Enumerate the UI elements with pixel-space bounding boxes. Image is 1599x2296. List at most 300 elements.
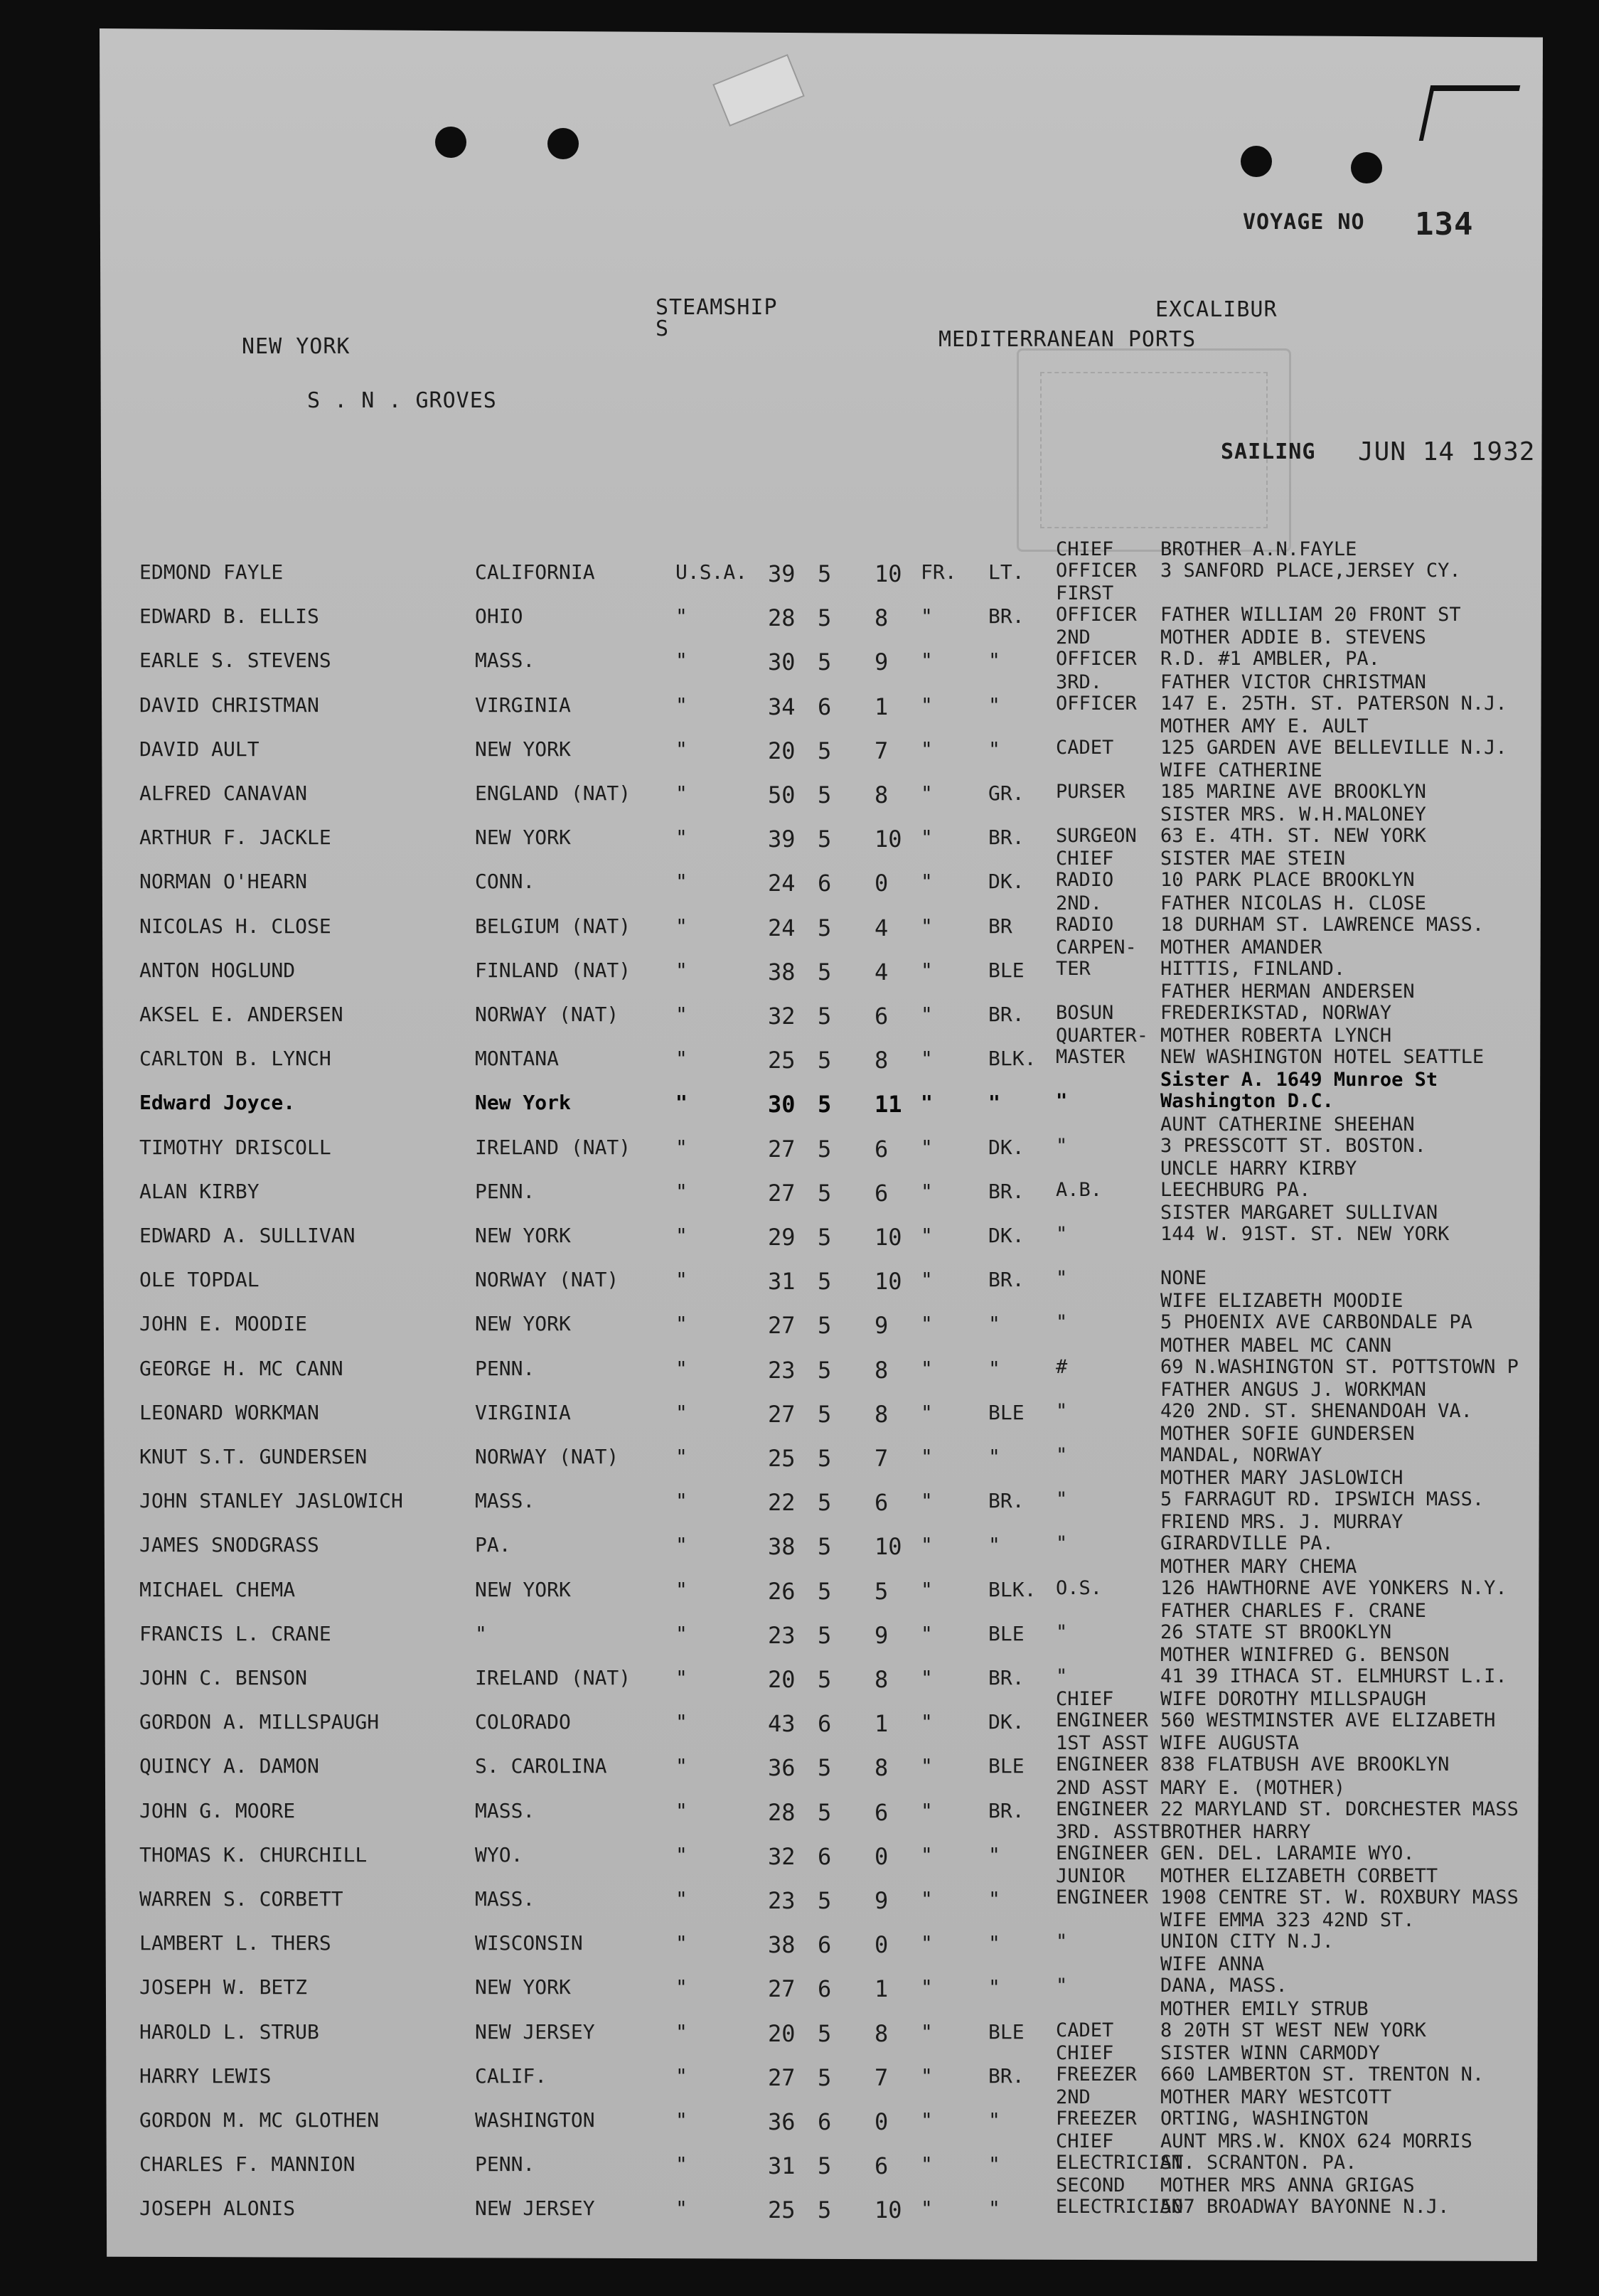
crew-relative [1160, 1069, 1438, 1112]
crew-rank [1056, 539, 1137, 582]
crew-race: " [921, 1887, 933, 1911]
crew-rank [1056, 1931, 1067, 1953]
crew-height-ft: 5 [818, 1003, 832, 1030]
crew-relative [1160, 1822, 1415, 1864]
crew-height-in: 0 [875, 870, 889, 897]
crew-rank-line: MASTER [1056, 1046, 1125, 1069]
crew-relative-line: UNION CITY N.J. [1160, 1931, 1334, 1953]
crew-rank [1056, 1489, 1067, 1510]
crew-department: " [988, 1091, 1000, 1115]
crew-rank-line: PURSER [1056, 781, 1125, 803]
crew-rank [1056, 1822, 1160, 1864]
crew-height-ft: 6 [818, 693, 832, 720]
crew-nationality: " [675, 1312, 688, 1336]
crew-relative-line: MOTHER MARY JASLOWICH [1160, 1467, 1403, 1490]
crew-nationality: " [675, 2152, 688, 2177]
crew-nationality: " [675, 1842, 688, 1867]
crew-height-ft: 6 [818, 2108, 832, 2135]
crew-relative [1160, 1999, 1426, 2041]
crew-race: " [921, 1445, 933, 1468]
crew-race: " [921, 781, 933, 805]
crew-race: " [921, 2019, 933, 2044]
crew-age: 20 [768, 2019, 796, 2047]
crew-relative-line: MOTHER EMILY STRUB [1160, 1997, 1369, 2020]
crew-rank-line: ELECTRICIAN [1056, 2196, 1183, 2218]
crew-age: 31 [768, 2152, 796, 2180]
crew-race: " [921, 1975, 933, 1999]
crew-age: 29 [768, 1224, 796, 1251]
crew-relative-line: 63 E. 4TH. ST. NEW YORK [1160, 825, 1426, 848]
tape-strip [712, 54, 805, 127]
punch-hole [435, 127, 466, 158]
crew-age: 38 [768, 958, 796, 986]
crew-relative-line: ORTING, WASHINGTON [1160, 2108, 1369, 2130]
crew-height-ft: 5 [818, 1533, 832, 1561]
crew-height-in: 8 [875, 1047, 889, 1074]
crew-rank [1056, 627, 1137, 670]
crew-nationality: " [675, 1135, 688, 1159]
crew-origin: MASS. [475, 1887, 535, 1911]
crew-rank-line: CARPEN- [1056, 936, 1137, 959]
crew-row [0, 1113, 1599, 1167]
crew-relative-line: 22 MARYLAND ST. DORCHESTER MASS [1160, 1798, 1519, 1820]
crew-relative [1160, 937, 1345, 980]
crew-height-in: 9 [875, 1312, 889, 1340]
crew-rank [1056, 672, 1137, 715]
crew-height-in: 4 [875, 914, 889, 941]
crew-height-in: 6 [875, 1003, 889, 1030]
crew-department: BR. [988, 1798, 1025, 1822]
crew-height-in: 10 [875, 1533, 902, 1561]
crew-rank [1056, 1224, 1067, 1245]
crew-relative-line: BROTHER A.N.FAYLE [1160, 538, 1357, 560]
ship-name: EXCALIBUR [1155, 297, 1278, 322]
crew-height-in: 11 [875, 1091, 902, 1118]
crew-relative [1160, 1202, 1449, 1245]
crew-name: Edward Joyce. [139, 1091, 296, 1115]
crew-relative-line: FATHER HERMAN ANDERSEN [1160, 981, 1415, 1003]
crew-origin: NORWAY (NAT) [475, 1268, 619, 1292]
crew-height-ft: 5 [818, 648, 832, 676]
crew-name: MICHAEL CHEMA [139, 1577, 296, 1601]
crew-relative-line: 1908 CENTRE ST. W. ROXBURY MASS [1160, 1886, 1519, 1908]
crew-name: GORDON A. MILLSPAUGH [139, 1710, 380, 1734]
crew-relative [1160, 1601, 1426, 1643]
crew-rank-line: ENGINEER [1056, 1709, 1149, 1732]
crew-rank [1056, 781, 1125, 803]
crew-rank-line: JUNIOR [1056, 1865, 1125, 1887]
crew-relative-line: FATHER VICTOR CHRISTMAN [1160, 671, 1426, 693]
crew-height-in: 0 [875, 1842, 889, 1870]
crew-rank-line: ELECTRICIAN [1056, 2152, 1183, 2174]
crew-height-ft: 5 [818, 1400, 832, 1428]
crew-origin: IRELAND (NAT) [475, 1666, 631, 1689]
crew-height-ft: 6 [818, 1975, 832, 2003]
crew-origin: MONTANA [475, 1047, 560, 1071]
crew-relative [1160, 1468, 1484, 1510]
crew-rank-line: 3RD. ASST [1056, 1820, 1160, 1843]
crew-rank [1056, 1689, 1148, 1731]
crew-relative-line: R.D. #1 AMBLER, PA. [1160, 648, 1380, 671]
crew-department: BLK. [988, 1047, 1037, 1071]
crew-nationality: " [675, 1047, 688, 1071]
sailing-label: SAILING [1221, 439, 1316, 464]
crew-origin: WISCONSIN [475, 1931, 583, 1955]
crew-name: EDWARD A. SULLIVAN [139, 1224, 355, 1247]
crew-age: 38 [768, 1931, 796, 1959]
crew-height-in: 6 [875, 1489, 889, 1517]
crew-name: WARREN S. CORBETT [139, 1887, 343, 1911]
crew-name: ANTON HOGLUND [139, 958, 296, 982]
crew-rank [1056, 1778, 1148, 1820]
crew-origin: NEW JERSEY [475, 2019, 595, 2044]
crew-rank-line: " [1056, 1311, 1068, 1334]
crew-relative-line: WIFE ELIZABETH MOODIE [1160, 1290, 1403, 1313]
crew-origin: NEW YORK [475, 737, 571, 761]
crew-relative-line: FATHER CHARLES F. CRANE [1160, 1599, 1426, 1622]
crew-rank-line: " [1056, 1223, 1068, 1245]
crew-rank-line: 2ND. [1056, 892, 1103, 914]
crew-name: CHARLES F. MANNION [139, 2152, 355, 2177]
crew-height-ft: 5 [818, 560, 832, 587]
crew-age: 50 [768, 781, 796, 808]
crew-height-in: 9 [875, 648, 889, 676]
crew-relative-line: 126 HAWTHORNE AVE YONKERS N.Y. [1160, 1576, 1507, 1599]
crew-height-ft: 5 [818, 1754, 832, 1782]
crew-race: " [921, 1135, 933, 1159]
crew-row [0, 2174, 1599, 2228]
crew-height-in: 6 [875, 2152, 889, 2180]
crew-height-in: 7 [875, 737, 889, 764]
crew-origin: MASS. [475, 648, 535, 673]
crew-race: " [921, 1047, 933, 1071]
crew-department: BLK. [988, 1577, 1037, 1601]
crew-age: 24 [768, 914, 796, 941]
crew-name: HAROLD L. STRUB [139, 2019, 319, 2044]
crew-height-ft: 5 [818, 1312, 832, 1340]
crew-height-ft: 5 [818, 1621, 832, 1649]
crew-relative [1160, 2175, 1449, 2218]
crew-age: 23 [768, 1621, 796, 1649]
crew-rank [1056, 1268, 1067, 1289]
crew-age: 23 [768, 1887, 796, 1914]
crew-rank-line: " [1056, 1532, 1068, 1555]
crew-height-ft: 5 [818, 958, 832, 986]
crew-rank-line: OFFICER [1056, 648, 1137, 671]
crew-rank [1056, 1136, 1067, 1157]
crew-age: 22 [768, 1489, 796, 1517]
crew-rank [1056, 1533, 1067, 1554]
crew-age: 25 [768, 2196, 796, 2224]
crew-relative [1160, 1689, 1495, 1731]
crew-relative-line: SISTER WINN CARMODY [1160, 2041, 1380, 2064]
crew-name: JOHN C. BENSON [139, 1666, 308, 1689]
crew-department: BR. [988, 1179, 1025, 1203]
crew-rank-line: ENGINEER [1056, 1842, 1149, 1864]
crew-race: " [921, 1268, 933, 1292]
crew-age: 23 [768, 1356, 796, 1384]
crew-nationality: " [675, 870, 688, 894]
crew-name: EDMOND FAYLE [139, 560, 284, 584]
crew-height-ft: 5 [818, 1489, 832, 1517]
crew-origin: NEW JERSEY [475, 2196, 595, 2221]
crew-relative-line: MARY E. (MOTHER) [1160, 1776, 1346, 1799]
crew-department: " [988, 2152, 1000, 2177]
crew-origin: NEW YORK [475, 1975, 571, 1999]
crew-relative [1160, 848, 1415, 891]
crew-relative-line: 41 39 ITHACA ST. ELMHURST L.I. [1160, 1665, 1507, 1687]
crew-relative [1160, 672, 1507, 715]
crew-age: 39 [768, 826, 796, 853]
crew-race: " [921, 1710, 933, 1734]
crew-rank-line: ENGINEER [1056, 1886, 1149, 1908]
crew-nationality: " [675, 958, 688, 982]
crew-relative-line: 26 STATE ST BROOKLYN [1160, 1620, 1392, 1643]
crew-height-ft: 5 [818, 1047, 832, 1074]
crew-relative [1160, 1424, 1415, 1466]
crew-relative-line: SISTER MARGARET SULLIVAN [1160, 1202, 1438, 1224]
crew-rank-line: TER [1056, 957, 1091, 980]
crew-age: 36 [768, 1754, 796, 1782]
crew-race: " [921, 1931, 933, 1955]
crew-name: DAVID AULT [139, 737, 260, 761]
crew-nationality: " [675, 1400, 688, 1424]
crew-nationality: " [675, 1577, 688, 1601]
crew-relative-line: 10 PARK PLACE BROOKLYN [1160, 869, 1415, 892]
crew-nationality: " [675, 826, 688, 850]
crew-relative-line: FATHER WILLIAM 20 FRONT ST [1160, 604, 1461, 626]
crew-rank [1056, 1666, 1067, 1687]
crew-origin: ENGLAND (NAT) [475, 781, 631, 805]
crew-relative [1160, 1557, 1507, 1599]
crew-origin: MASS. [475, 1798, 535, 1822]
crew-department: " [988, 2196, 1000, 2221]
crew-rank [1056, 826, 1137, 847]
crew-height-in: 6 [875, 1179, 889, 1207]
crew-height-in: 10 [875, 560, 902, 587]
crew-rank-line: " [1056, 1931, 1068, 1953]
crew-age: 27 [768, 1179, 796, 1207]
crew-department: BLE [988, 2019, 1025, 2044]
crew-age: 39 [768, 560, 796, 587]
crew-relative-line: 147 E. 25TH. ST. PATERSON N.J. [1160, 692, 1507, 715]
crew-nationality: " [675, 693, 688, 717]
crew-origin: CALIF. [475, 2063, 547, 2088]
crew-race: " [921, 2063, 933, 2088]
crew-relative-line: WIFE CATHERINE [1160, 759, 1322, 781]
crew-name: GORDON M. MC GLOTHEN [139, 2108, 380, 2132]
crew-department: " [988, 648, 1000, 673]
crew-relative-line: 3 SANFORD PLACE,JERSEY CY. [1160, 560, 1461, 582]
crew-race: " [921, 737, 933, 761]
crew-rank-line: SURGEON [1056, 825, 1137, 848]
crew-rank [1056, 1622, 1067, 1643]
crew-relative-line: 660 LAMBERTON ST. TRENTON N. [1160, 2063, 1485, 2086]
crew-rank [1056, 2087, 1137, 2130]
crew-race: FR. [921, 560, 957, 584]
crew-department: BR. [988, 1666, 1025, 1689]
crew-rank-line: " [1056, 1134, 1068, 1157]
crew-department: BLE [988, 1621, 1025, 1645]
crew-race: " [921, 2196, 933, 2221]
crew-nationality: " [675, 2108, 688, 2132]
crew-relative-line: Washington D.C. [1160, 1090, 1334, 1113]
crew-nationality: " [675, 1179, 688, 1203]
crew-race: " [921, 1533, 933, 1557]
crew-name: JOHN STANLEY JASLOWICH [139, 1489, 403, 1513]
crew-nationality: " [675, 1887, 688, 1911]
crew-relative-line: Sister A. 1649 Munroe St [1160, 1069, 1438, 1091]
crew-department: " [988, 1312, 1000, 1336]
crew-height-in: 10 [875, 826, 902, 853]
crew-height-ft: 5 [818, 604, 832, 632]
crew-row [0, 1202, 1599, 1255]
crew-age: 20 [768, 1666, 796, 1693]
crew-origin: WYO. [475, 1842, 523, 1867]
crew-nationality: " [675, 781, 688, 805]
crew-rank-line: 3RD. [1056, 671, 1103, 693]
crew-relative-line: 507 BROADWAY BAYONNE N.J. [1160, 2196, 1450, 2218]
crew-row [0, 1909, 1599, 1963]
crew-relative [1160, 1733, 1449, 1776]
crew-relative [1160, 760, 1426, 803]
crew-relative [1160, 2087, 1391, 2130]
crew-department: " [988, 1887, 1000, 1911]
punch-hole [1241, 146, 1272, 177]
crew-rank-line: " [1056, 1665, 1068, 1687]
crew-origin: CALIFORNIA [475, 560, 595, 584]
crew-relative [1160, 1335, 1519, 1378]
crew-relative [1160, 1866, 1519, 1908]
crew-race: " [921, 1312, 933, 1336]
crew-relative-line: AUNT MRS.W. KNOX 624 MORRIS [1160, 2130, 1472, 2153]
crew-race: " [921, 1842, 933, 1867]
crew-origin: BELGIUM (NAT) [475, 914, 631, 938]
crew-relative-line: SISTER MRS. W.H.MALONEY [1160, 803, 1426, 826]
crew-age: 32 [768, 1842, 796, 1870]
crew-age: 34 [768, 693, 796, 720]
crew-height-in: 8 [875, 1666, 889, 1693]
crew-rank [1056, 1975, 1067, 1997]
crew-age: 27 [768, 1975, 796, 2003]
crew-rank-line: CHIEF [1056, 538, 1114, 560]
crew-relative [1160, 1512, 1403, 1554]
crew-name: JOSEPH ALONIS [139, 2196, 296, 2221]
crew-relative-line: FRIEND MRS. J. MURRAY [1160, 1511, 1403, 1534]
crew-origin: VIRGINIA [475, 1400, 571, 1424]
crew-height-in: 6 [875, 1135, 889, 1163]
crew-origin: PENN. [475, 1356, 535, 1380]
crew-relative [1160, 716, 1507, 759]
crew-name: QUINCY A. DAMON [139, 1754, 319, 1778]
crew-rank-line: CADET [1056, 2019, 1114, 2041]
crew-rank-line: OFFICER [1056, 692, 1137, 715]
crew-nationality: " [675, 2063, 688, 2088]
crew-height-in: 8 [875, 781, 889, 808]
crew-height-in: 8 [875, 1754, 889, 1782]
crew-height-ft: 5 [818, 914, 832, 941]
crew-height-ft: 6 [818, 1842, 832, 1870]
crew-relative-line: MOTHER AMANDER [1160, 936, 1322, 959]
crew-name: LEONARD WORKMAN [139, 1400, 319, 1424]
crew-nationality: " [675, 1931, 688, 1955]
crew-origin: NEW YORK [475, 1312, 571, 1336]
crew-height-in: 9 [875, 1621, 889, 1649]
crew-nationality: " [675, 648, 688, 673]
crew-name: JOSEPH W. BETZ [139, 1975, 308, 1999]
crew-rank [1056, 1003, 1113, 1024]
voyage-number: 134 [1415, 206, 1474, 242]
crew-rank [1056, 1866, 1148, 1908]
crew-nationality: " [675, 2019, 688, 2044]
crew-height-ft: 6 [818, 870, 832, 897]
crew-rank-line: O.S. [1056, 1576, 1103, 1599]
crew-height-ft: 5 [818, 1887, 832, 1914]
crew-origin: CONN. [475, 870, 535, 894]
crew-relative-line: LEECHBURG PA. [1160, 1178, 1311, 1201]
crew-race: " [921, 1621, 933, 1645]
crew-age: 25 [768, 1047, 796, 1074]
crew-age: 30 [768, 1091, 796, 1118]
crew-nationality: " [675, 1754, 688, 1778]
crew-height-in: 4 [875, 958, 889, 986]
crew-age: 27 [768, 1312, 796, 1340]
crew-relative [1160, 627, 1426, 670]
crew-relative [1160, 1158, 1357, 1201]
crew-nationality: " [675, 1621, 688, 1645]
crew-name: FRANCIS L. CRANE [139, 1621, 331, 1645]
crew-race: " [921, 1489, 933, 1513]
crew-age: 43 [768, 1710, 796, 1738]
crew-name: ARTHUR F. JACKLE [139, 826, 331, 850]
crew-rank-line: OFFICER [1056, 560, 1137, 582]
crew-rank-line: " [1056, 1399, 1068, 1422]
crew-relative [1160, 1291, 1472, 1333]
crew-origin: VIRGINIA [475, 693, 571, 717]
crew-race: " [921, 1666, 933, 1689]
crew-relative-line: AUNT CATHERINE SHEEHAN [1160, 1113, 1415, 1136]
crew-rank [1056, 848, 1113, 891]
crew-rank [1056, 2043, 1137, 2086]
crew-row [0, 892, 1599, 946]
crew-height-ft: 5 [818, 1179, 832, 1207]
crew-department: BLE [988, 1400, 1025, 1424]
crew-rank-line: FREEZER [1056, 2108, 1137, 2130]
crew-race: " [921, 604, 933, 629]
crew-relative-line: MOTHER SOFIE GUNDERSEN [1160, 1423, 1415, 1445]
crew-name: JAMES SNODGRASS [139, 1533, 319, 1557]
crew-height-ft: 5 [818, 826, 832, 853]
crew-rank-line: 2ND ASST [1056, 1776, 1149, 1799]
crew-age: 20 [768, 737, 796, 764]
crew-department: " [988, 1842, 1000, 1867]
crew-relative-line: NONE [1160, 1267, 1207, 1290]
crew-relative-line: UNCLE HARRY KIRBY [1160, 1157, 1357, 1180]
crew-height-ft: 5 [818, 1798, 832, 1826]
crew-department: BR. [988, 604, 1025, 629]
crew-height-in: 10 [875, 1224, 902, 1251]
crew-height-in: 1 [875, 693, 889, 720]
crew-department: " [988, 1975, 1000, 1999]
crew-rank [1056, 1445, 1067, 1466]
crew-rank [1056, 1357, 1067, 1378]
crew-rank-line: 2ND [1056, 626, 1091, 649]
crew-relative [1160, 1778, 1519, 1820]
crew-rank-line: A.B. [1056, 1178, 1103, 1201]
crew-relative-line: HITTIS, FINLAND. [1160, 957, 1346, 980]
crew-nationality: " [675, 2196, 688, 2221]
crew-nationality: " [675, 1003, 688, 1026]
